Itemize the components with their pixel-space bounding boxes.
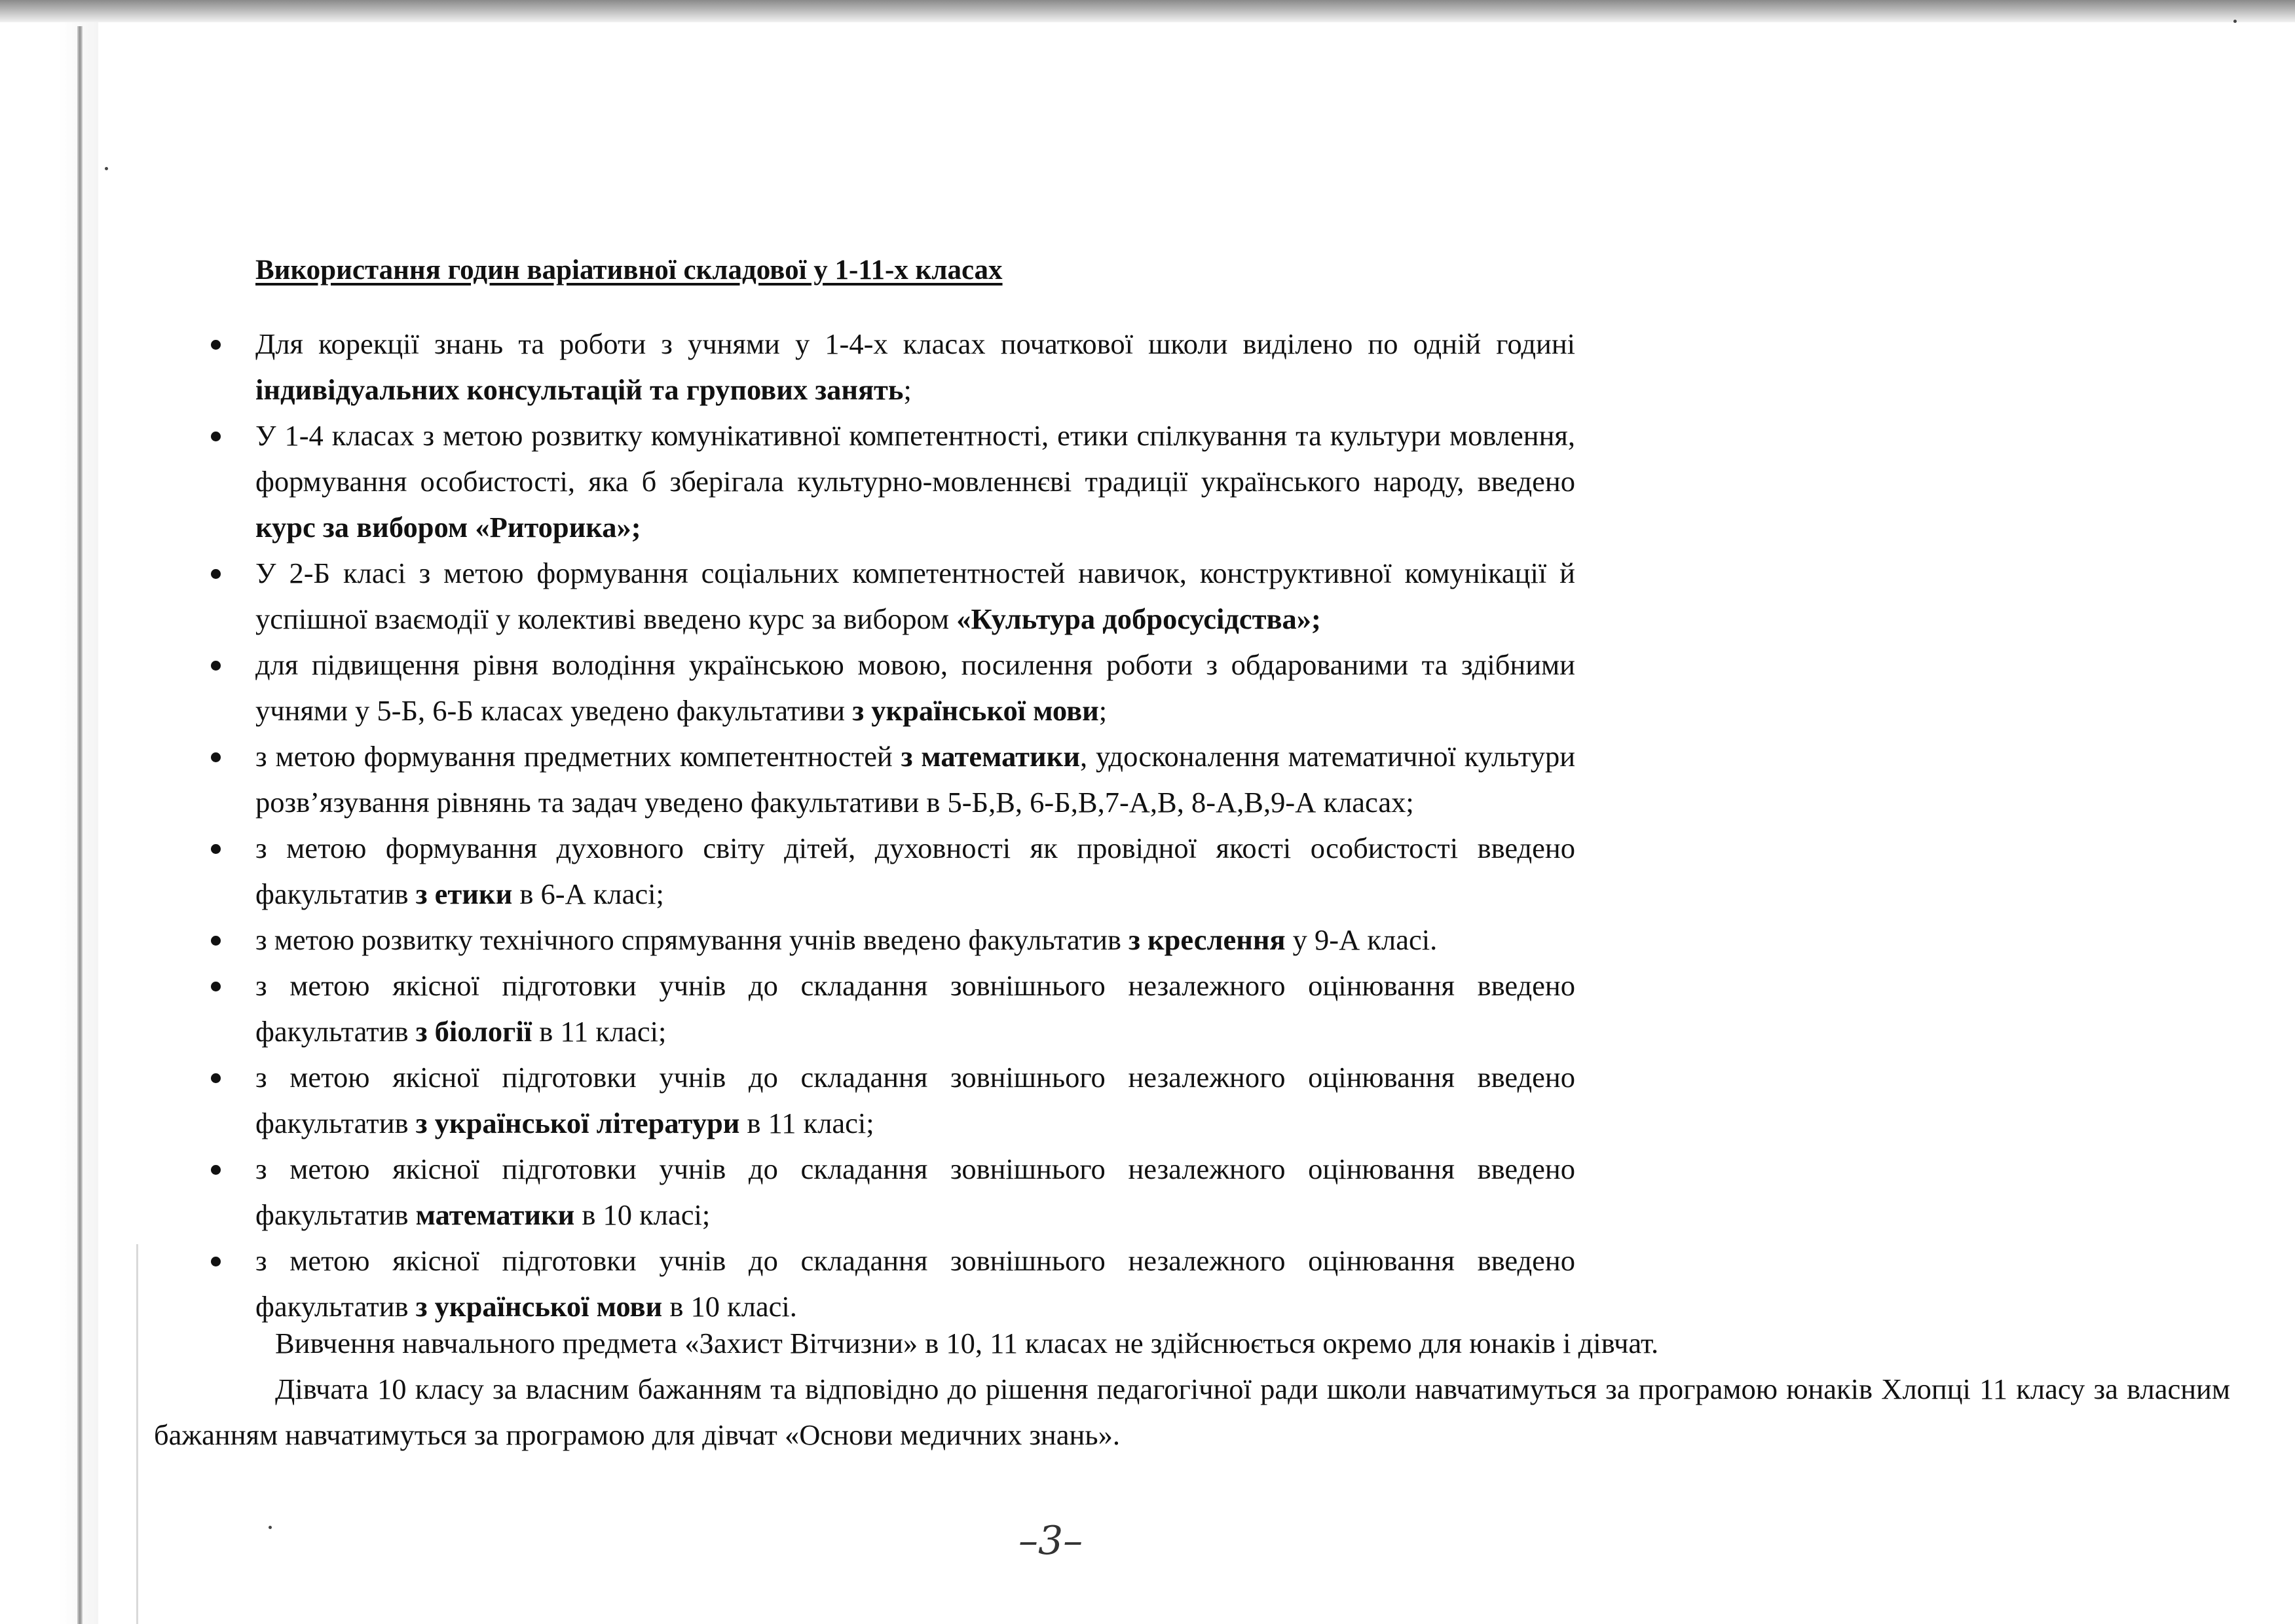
list-item-text: У 1-4 класах з метою розвитку комунікативної компетентності, етики спілкування та культури мовлення, формування особистості, яка б зберігала культурно-мовленнєві традиції українського народу, введено (255, 419, 1575, 498)
list-item-emphasis: індивідуальних консультацій та групових занять (255, 373, 904, 406)
list-item-text: для підвищення рівня володіння українською мовою, посилення роботи з обдарованими та здібними учнями у 5-Б, 6-Б класах уведено факультативи (255, 648, 1575, 727)
list-item (255, 733, 1575, 825)
bullet-icon (211, 1165, 221, 1175)
section-heading: Використання годин варіативної складової у 1-11-х класах (255, 255, 1003, 286)
list-item-text: з метою розвитку технічного спрямування учнів введено факультатив (255, 923, 1129, 956)
list-item-emphasis: з креслення (1129, 923, 1286, 956)
list-item-text: , удосконалення математичної культури розв’язування рівнянь та задач уведено факультативи в 5-Б,В, 6-Б,В,7-А,В, 8-А,В,9-А класах; (255, 740, 1576, 819)
list-item-text: з метою якісної підготовки учнів до складання зовнішнього незалежного оцінювання введено факультатив (255, 969, 1575, 1048)
list-item-text: Для корекції знань та роботи з учнями у 1-4-х класах початкової школи виділено по одній годині (255, 327, 1575, 360)
list-item-text: У 2-Б класі з метою формування соціальних компетентностей навичок, конструктивної комунікації й успішної взаємодії у колективі введено курс за вибором (255, 557, 1575, 635)
list-item-emphasis: «Культура добросусідства»; (956, 602, 1321, 635)
list-item (255, 321, 1575, 413)
bullet-icon (211, 752, 221, 762)
list-item-emphasis: з української мови (415, 1290, 663, 1323)
list-item-text: з метою якісної підготовки учнів до складання зовнішнього незалежного оцінювання введено факультатив (255, 1244, 1575, 1323)
list-item-emphasis: з етики (415, 877, 513, 910)
list-item-emphasis: курс за вибором «Риторика»; (255, 511, 641, 544)
list-item (255, 413, 1575, 550)
list-item-text: в 10 класі; (574, 1198, 711, 1231)
bullet-icon (211, 844, 221, 854)
list-item (255, 1054, 1575, 1146)
bullet-icon (211, 432, 221, 441)
list-item (255, 1146, 1575, 1238)
list-item (255, 642, 1575, 733)
list-item-text: з метою формування духовного світу дітей, духовності як провідної якості особистості введено факультатив (255, 832, 1575, 910)
list-item-text: в 11 класі; (739, 1107, 874, 1139)
list-item-text: ; (903, 373, 912, 406)
list-item (255, 825, 1575, 917)
bullet-icon (211, 569, 221, 579)
list-item (255, 917, 1575, 963)
list-item (255, 550, 1575, 642)
bullet-icon (211, 936, 221, 946)
page-number: –3– (1018, 1518, 1083, 1564)
bullet-icon (211, 1073, 221, 1083)
list-item-text: з метою якісної підготовки учнів до складання зовнішнього незалежного оцінювання введено факультатив (255, 1153, 1575, 1231)
bullet-icon (211, 340, 221, 350)
list-item-text: з метою формування предметних компетентностей (255, 740, 901, 773)
list-item-emphasis: з української літератури (415, 1107, 740, 1139)
list-item-emphasis: математики (415, 1198, 575, 1231)
list-item-emphasis: з біології (415, 1015, 532, 1048)
bullet-icon (211, 661, 221, 671)
list-item-text: в 6-А класі; (512, 877, 664, 910)
list-item (255, 1238, 1575, 1329)
list-item-text: з метою якісної підготовки учнів до складання зовнішнього незалежного оцінювання введено факультатив (255, 1061, 1575, 1139)
list-item (255, 963, 1575, 1054)
variative-hours-list (255, 321, 1575, 1329)
bullet-icon (211, 982, 221, 991)
paragraph-defense-subject: Вивчення навчального предмета «Захист Вітчизни» в 10, 11 класах не здійснюється окремо для юнаків і дівчат. (275, 1327, 1659, 1359)
paragraph-girls-boys-program: Дівчата 10 класу за власним бажанням та відповідно до рішення педагогічної ради школи навчатимуться за програмою юнаків Хлопці 11 класу за власним бажанням навчатимуться за програмою для дівчат «Основи медичних знань». (154, 1373, 2230, 1451)
list-item-text: в 10 класі. (662, 1290, 797, 1323)
bullet-icon (211, 1257, 221, 1266)
list-item-text: ; (1098, 694, 1108, 727)
list-item-text: в 11 класі; (532, 1015, 667, 1048)
list-item-emphasis: з української мови (852, 694, 1099, 727)
list-item-text: у 9-А класі. (1285, 923, 1438, 956)
list-item-emphasis: з математики (901, 740, 1080, 773)
